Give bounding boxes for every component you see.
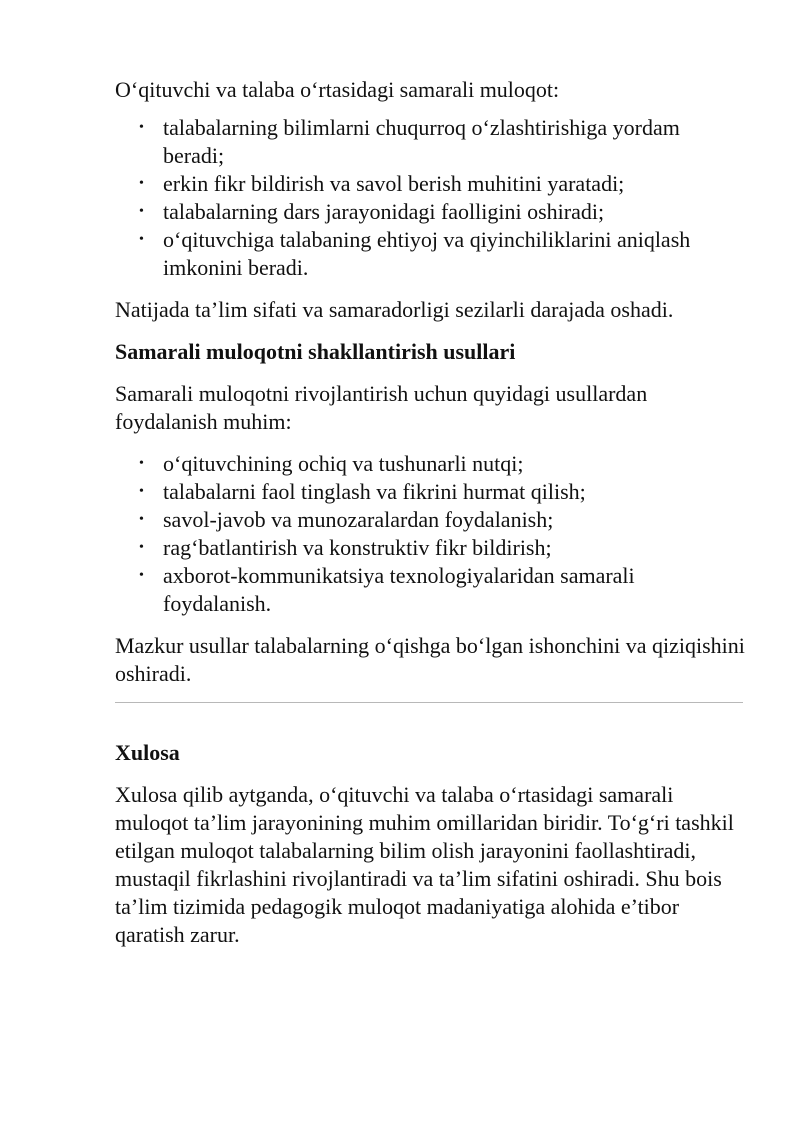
list-item: • talabalarni faol tinglash va fikrini hurmat qilish; [163,478,745,506]
list-item: • o‘qituvchining ochiq va tushunarli nutqi; [163,450,745,478]
document-page [115,76,745,949]
section1-intro: O‘qituvchi va talaba o‘rtasidagi samarali muloqot: [115,77,560,102]
list-item: • rag‘batlantirish va konstruktiv fikr bildirish; [163,534,745,562]
section2-intro: Samarali muloqotni rivojlantirish uchun quyidagi usullardan foydalanish muhim: [115,381,648,434]
methods-list [115,450,745,618]
list-item: • erkin fikr bildirish va savol berish muhitini yaratadi; [163,170,745,198]
list-item: • talabalarning bilimlarni chuqurroq o‘zlashtirishiga yordam beradi; [163,114,745,170]
benefits-list [115,114,745,282]
list-item: • talabalarning dars jarayonidagi faolligini oshiradi; [163,198,745,226]
conclusion-heading: Xulosa [115,740,180,765]
list-item: • axborot-kommunikatsiya texnologiyalaridan samarali foydalanish. [163,562,745,618]
conclusion-body: Xulosa qilib aytganda, o‘qituvchi va talaba o‘rtasidagi samarali muloqot ta’lim jarayonining muhim omillaridan biridir. To‘g‘ri tashkil etilgan muloqot talabalarning bilim olish jarayonini faollashtiradi, mustaqil fikrlashini rivojlantiradi va ta’lim sifatini oshiradi. Shu bois ta’lim tizimida pedagogik muloqot madaniyatiga alohida e’tibor qaratish zarur. [115,782,734,947]
section2-heading: Samarali muloqotni shakllantirish usullari [115,339,516,364]
list-item: • savol-javob va munozaralardan foydalanish; [163,506,745,534]
section2-conclusion: Mazkur usullar talabalarning o‘qishga bo‘lgan ishonchini va qiziqishini oshiradi. [115,633,745,686]
list-item: • o‘qituvchiga talabaning ehtiyoj va qiyinchiliklarini aniqlash imkonini beradi. [163,226,745,282]
section1-conclusion: Natijada ta’lim sifati va samaradorligi sezilarli darajada oshadi. [115,297,674,322]
section-divider [115,702,743,703]
